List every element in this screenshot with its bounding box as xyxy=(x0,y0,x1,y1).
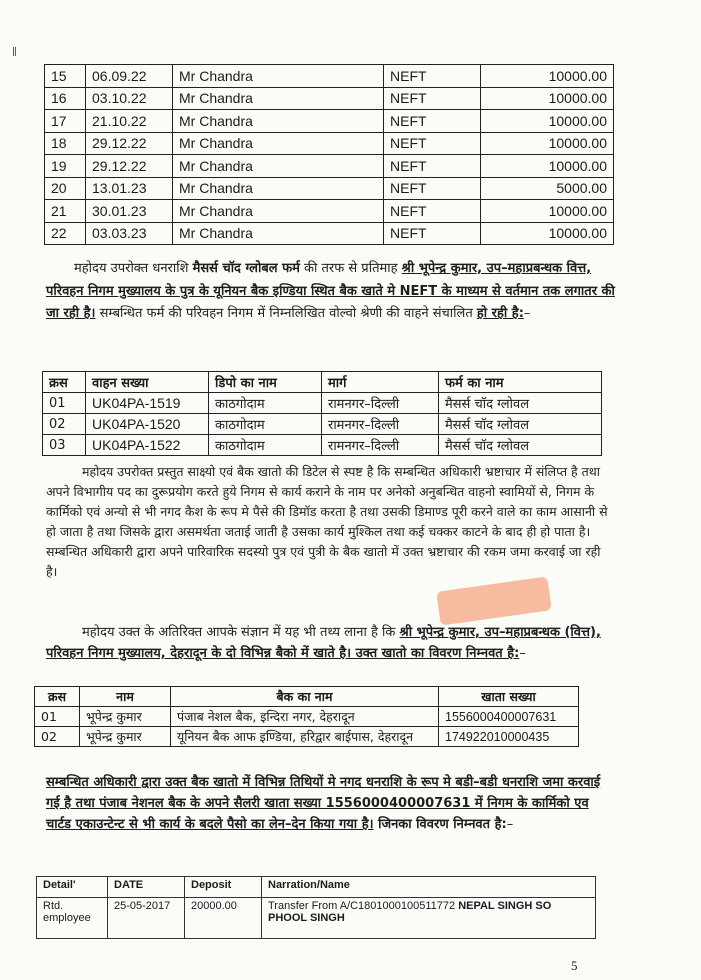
transaction-sno: 20 xyxy=(45,177,86,200)
vehicle-firm: मैसर्स चॉद ग्लोवल xyxy=(439,414,602,435)
transaction-amount: 10000.00 xyxy=(481,65,614,88)
transaction-name: Mr Chandra xyxy=(173,132,384,155)
account-sno: 02 xyxy=(35,727,80,747)
vehicle-row xyxy=(43,393,602,414)
transaction-mode: NEFT xyxy=(384,110,481,133)
deposit-row xyxy=(37,898,596,939)
transaction-date: 29.12.22 xyxy=(86,132,173,155)
transaction-table-body xyxy=(45,65,614,245)
account-row xyxy=(35,707,579,727)
transaction-amount: 10000.00 xyxy=(481,87,614,110)
para4-text-c: – xyxy=(506,817,514,832)
punch-hole-mark: ǁ xyxy=(12,46,17,57)
para1-text-f: हो रही है: xyxy=(476,306,524,321)
account-number: 1556000400007631 xyxy=(439,707,579,727)
account-sno: 01 xyxy=(35,707,80,727)
vehicle-number: UK04PA-1520 xyxy=(86,414,209,435)
deposit-narration: Transfer From A/C1801000100511772 xyxy=(268,900,456,912)
vehicle-number: UK04PA-1522 xyxy=(86,435,209,456)
deposit-date: 25-05-2017 xyxy=(108,898,185,939)
vehicle-header-route: मार्ग xyxy=(322,372,439,393)
vehicle-header-firm: फर्म का नाम xyxy=(439,372,602,393)
account-header-sno: क्रस xyxy=(35,687,80,707)
vehicle-sno: 01 xyxy=(43,393,86,414)
transaction-name: Mr Chandra xyxy=(173,200,384,223)
transaction-date: 13.01.23 xyxy=(86,177,173,200)
orange-highlight-mark xyxy=(436,576,552,625)
account-table-header xyxy=(35,687,579,707)
para1-text-c: की तरफ से प्रतिमाह xyxy=(299,261,402,276)
deposit-header-date: DATE xyxy=(108,877,185,898)
transaction-amount: 10000.00 xyxy=(481,132,614,155)
paragraph-bank-accounts xyxy=(46,622,606,664)
account-row xyxy=(35,727,579,747)
transaction-sno: 19 xyxy=(45,155,86,178)
para4-text-a: सम्बन्धित अधिकारी द्वारा उक्त बैक खातो में विभिन्न तिथियों मे नगद धनराशि के रूप मे बडी–बडी धनराशि जमा करवाई गई है तथा पंजाब नेशनल बैक के अपने सैलरी खाता सख्या 1556000400007631 में निगम के कार्मिको एव चार्टड एकाउन्टेन्ट से भी कार्य के बदले पैसो का लेन–देन किया गया है। xyxy=(46,775,601,832)
transaction-row xyxy=(45,177,614,200)
transaction-mode: NEFT xyxy=(384,177,481,200)
transaction-mode: NEFT xyxy=(384,132,481,155)
para3-text-a: महोदय उक्त के अतिरिक्त आपके संज्ञान में यह भी तथ्य लाना है कि xyxy=(82,625,400,640)
account-table-body xyxy=(35,707,579,747)
vehicle-header-sno: क्रस xyxy=(43,372,86,393)
deposit-header-narration: Narration/Name xyxy=(262,877,596,898)
para1-text-e: सम्बन्धित फर्म की परिवहन निगम में निम्नलिखित वोल्वो श्रेणी की वाहने संचालित xyxy=(95,306,477,321)
vehicle-row xyxy=(43,414,602,435)
transaction-sno: 16 xyxy=(45,87,86,110)
vehicle-number: UK04PA-1519 xyxy=(86,393,209,414)
vehicle-depot: काठगोदाम xyxy=(209,414,322,435)
para1-text-a: महोदय उपरोक्त धनराशि xyxy=(74,261,193,276)
vehicle-sno: 02 xyxy=(43,414,86,435)
transaction-sno: 15 xyxy=(45,65,86,88)
transaction-date: 03.10.22 xyxy=(86,87,173,110)
transaction-sno: 21 xyxy=(45,200,86,223)
transaction-mode: NEFT xyxy=(384,200,481,223)
deposit-amount: 20000.00 xyxy=(185,898,262,939)
transaction-name: Mr Chandra xyxy=(173,87,384,110)
transaction-table xyxy=(44,64,614,245)
account-table xyxy=(34,686,579,747)
transaction-amount: 10000.00 xyxy=(481,110,614,133)
vehicle-row xyxy=(43,435,602,456)
deposit-detail: Rtd. employee xyxy=(37,898,108,939)
para1-firm-name: मैसर्स चॉद ग्लोबल फर्म xyxy=(192,261,300,276)
para4-text-b: जिनका विवरण निम्नवत है: xyxy=(373,817,507,832)
vehicle-table-header xyxy=(43,372,602,393)
deposit-table-header xyxy=(37,877,596,898)
paragraph-firm-payments xyxy=(46,258,618,326)
transaction-amount: 10000.00 xyxy=(481,200,614,223)
page-number: 5 xyxy=(571,958,578,973)
vehicle-depot: काठगोदाम xyxy=(209,435,322,456)
transaction-sno: 22 xyxy=(45,222,86,245)
transaction-row xyxy=(45,132,614,155)
transaction-row xyxy=(45,200,614,223)
transaction-date: 30.01.23 xyxy=(86,200,173,223)
transaction-row xyxy=(45,155,614,178)
vehicle-sno: 03 xyxy=(43,435,86,456)
transaction-amount: 10000.00 xyxy=(481,155,614,178)
vehicle-route: रामनगर–दिल्ली xyxy=(322,435,439,456)
transaction-name: Mr Chandra xyxy=(173,177,384,200)
transaction-mode: NEFT xyxy=(384,155,481,178)
transaction-date: 21.10.22 xyxy=(86,110,173,133)
transaction-name: Mr Chandra xyxy=(173,110,384,133)
account-header-name: नाम xyxy=(80,687,171,707)
transaction-mode: NEFT xyxy=(384,222,481,245)
para1-text-g: – xyxy=(523,306,531,321)
deposit-narration-cell xyxy=(262,898,596,939)
transaction-date: 06.09.22 xyxy=(86,65,173,88)
account-header-bank: बैक का नाम xyxy=(171,687,439,707)
para1-officer-details: श्री भूपेन्द्र कुमार, उप–महाप्रबन्धक वित्त, परिवहन निगम मुख्यालय के पुत्र के यूनियन बैक इण्डिया स्थित बैक खाते मे NEFT के माध्यम से वर्तमान तक लगातर की जा रही है। xyxy=(46,261,615,321)
vehicle-header-depot: डिपो का नाम xyxy=(209,372,322,393)
vehicle-route: रामनगर–दिल्ली xyxy=(322,393,439,414)
transaction-name: Mr Chandra xyxy=(173,222,384,245)
transaction-sno: 18 xyxy=(45,132,86,155)
vehicle-table xyxy=(42,371,602,456)
transaction-amount: 10000.00 xyxy=(481,222,614,245)
vehicle-header-number: वाहन सख्या xyxy=(86,372,209,393)
deposit-table-body xyxy=(37,898,596,939)
transaction-date: 29.12.22 xyxy=(86,155,173,178)
account-holder-name: भूपेन्द्र कुमार xyxy=(80,707,171,727)
transaction-date: 03.03.23 xyxy=(86,222,173,245)
account-bank-name: यूनियन बैक आफ इण्डिया, हरिद्वार बाईपास, देहरादून xyxy=(171,727,439,747)
deposit-depositor-name: NEPAL SINGH SO PHOOL SINGH xyxy=(268,900,552,924)
transaction-mode: NEFT xyxy=(384,65,481,88)
vehicle-depot: काठगोदाम xyxy=(209,393,322,414)
transaction-row xyxy=(45,222,614,245)
para3-text-c: – xyxy=(519,646,526,661)
account-holder-name: भूपेन्द्र कुमार xyxy=(80,727,171,747)
vehicle-firm: मैसर्स चॉद ग्लोवल xyxy=(439,393,602,414)
transaction-sno: 17 xyxy=(45,110,86,133)
vehicle-table-body xyxy=(43,393,602,456)
paragraph-corruption-allegation: महोदय उपरोक्त प्रस्तुत साक्ष्यो एवं बैक खातो की डिटेल से स्पष्ट है कि सम्बन्धित अधिकारी भ्रष्टाचार में संलिप्त है तथा अपने विभागीय पद का दुरूप्रयोग करते हुये निगम से कार्य कराने के नाम पर अनेको अनुबन्धित वाहनो स्वामियों से, निगम के कार्मिको एवं अन्यो से भी नगद कैश के रूप मे पैसे की डिमॉड करता है तथा उसकी डिमाण्ड पूरी करने वाले का काम आसानी से हो जाता है तथा जिसके द्वारा असमर्थता जताई जाती है उसका कार्य मुश्किल तथा कई चक्कर काटने के बाद ही हो पाता है। सम्बन्धित अधिकारी द्वारा अपने पारिवारिक सदस्यो पुत्र एवं पुत्री के बैक खातो में उक्त भ्रष्टाचार की रकम जमा करवाई जा रही है। xyxy=(46,464,608,579)
deposit-header-detail: Detail' xyxy=(37,877,108,898)
account-number: 174922010000435 xyxy=(439,727,579,747)
transaction-name: Mr Chandra xyxy=(173,65,384,88)
transaction-name: Mr Chandra xyxy=(173,155,384,178)
transaction-row xyxy=(45,65,614,88)
account-header-number: खाता सख्या xyxy=(439,687,579,707)
deposit-table xyxy=(36,876,596,939)
paragraph-deposit-details xyxy=(46,772,606,835)
vehicle-firm: मैसर्स चॉद ग्लोवल xyxy=(439,435,602,456)
transaction-amount: 5000.00 xyxy=(481,177,614,200)
transaction-row xyxy=(45,87,614,110)
account-bank-name: पंजाब नेशल बैक, इन्दिरा नगर, देहरादून xyxy=(171,707,439,727)
transaction-row xyxy=(45,110,614,133)
transaction-mode: NEFT xyxy=(384,87,481,110)
vehicle-route: रामनगर–दिल्ली xyxy=(322,414,439,435)
para3-officer-accounts: श्री भूपेन्द्र कुमार, उप–महाप्रबन्धक (वित्त), परिवहन निगम मुख्यालय, देहरादून के दो विभिन्न बैको में खाते है। उक्त खातो का विवरण निम्नवत है: xyxy=(46,625,601,661)
deposit-header-deposit: Deposit xyxy=(185,877,262,898)
